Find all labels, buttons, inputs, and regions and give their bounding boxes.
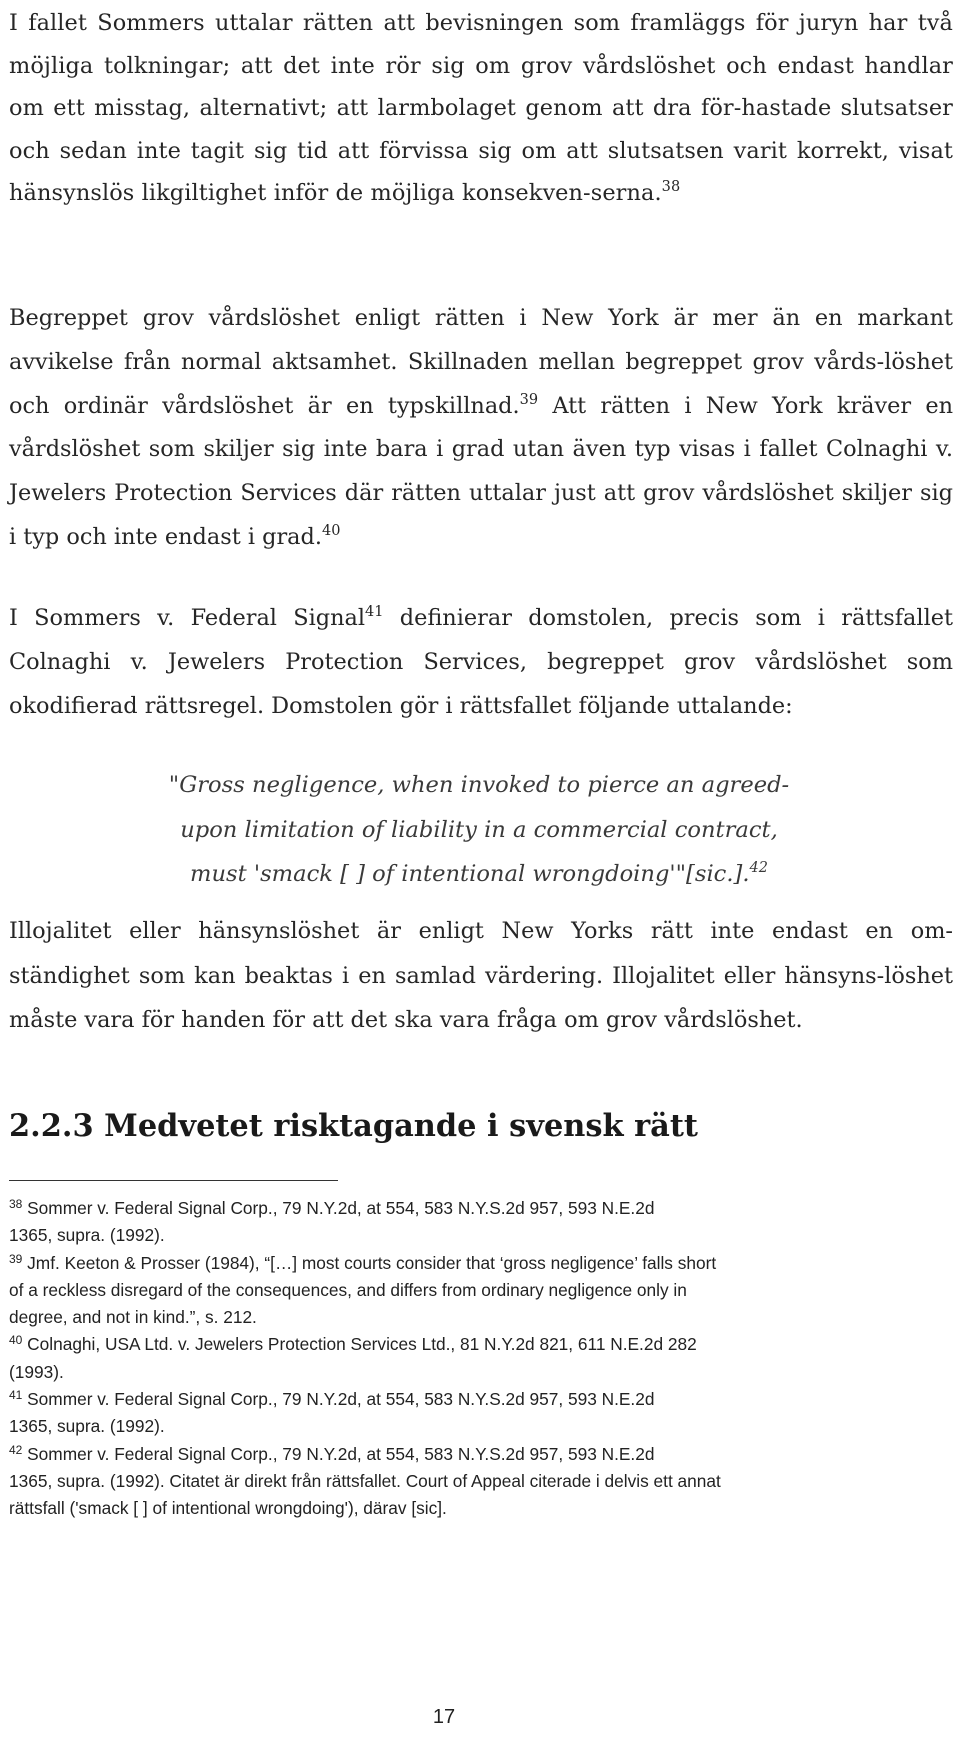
footnote-41 [9,1386,953,1441]
footnote-number: 42 [9,1442,23,1457]
footnote-text: Sommer v. Federal Signal Corp., 79 N.Y.2d, at 554, 583 N.Y.S.2d 957, 593 N.E.2d [22,1198,655,1218]
quote-line: must 'smack [ ] of intentional wrongdoing'"[sic.]. [190,861,750,887]
footnote-separator [9,1180,338,1181]
paragraph-text: I fallet Sommers uttalar rätten att bevisningen som framläggs för juryn har två möjliga tolkningar; att det inte rör sig om grov vårdslöshet och endast handlar om ett misstag, alternativt; att larmbolaget genom att dra för-hastade slutsatser och sedan inte tagit sig tid att förvissa sig om att slutsatsen varit korrekt, visat hänsynslös likgiltighet inför de möjliga konsekven-serna. [9,10,953,207]
footnote-number: 39 [9,1251,23,1266]
paragraph-illojalitet [9,909,953,1043]
footnote-text: 1365, supra. (1992). [9,1416,165,1437]
page-number: 17 [432,1706,456,1728]
paragraph-text: I Sommers v. Federal Signal [9,605,366,631]
footnote-text: of a reckless disregard of the consequences, and differs from ordinary negligence only in [9,1279,687,1300]
footnote-ref-38: 38 [661,179,681,196]
footnote-text: Sommer v. Federal Signal Corp., 79 N.Y.2d, at 554, 583 N.Y.S.2d 957, 593 N.E.2d [22,1389,655,1410]
footnote-text: Sommer v. Federal Signal Corp., 79 N.Y.2d, at 554, 583 N.Y.S.2d 957, 593 N.E.2d [22,1443,655,1464]
footnote-42 [9,1441,953,1523]
quote-line: upon limitation of liability in a commercial contract, [180,816,778,843]
footnote-text: Jmf. Keeton & Prosser (1984), “[…] most courts consider that ‘gross negligence’ falls short [22,1252,717,1273]
footnote-text: Colnaghi, USA Ltd. v. Jewelers Protection Services Ltd., 81 N.Y.2d 821, 611 N.E.2d 282 [22,1334,697,1355]
footnotes [9,1195,953,1523]
block-quote [119,763,839,897]
paragraph-sommers-intro [9,2,953,215]
footnote-text: rättsfall ('smack [ ] of intentional wrongdoing'), därav [sic]. [9,1498,447,1519]
footnote-text: 1365, supra. (1992). [9,1225,165,1246]
quote-line: "Gross negligence, when invoked to pierce an agreed- [168,772,790,798]
section-heading: 2.2.3 Medvetet risktagande i svensk rätt [9,1108,698,1144]
footnote-text: (1993). [9,1361,64,1382]
footnote-text: 1365, supra. (1992). Citatet är direkt från rättsfallet. Court of Appeal citerade i delvis ett annat [9,1470,721,1491]
paragraph-text: Begreppet grov vårdslöshet enligt rätten i New York är mer än en markant avvikelse från normal aktsamhet. Skillnaden mellan begreppet grov vårds-löshet och ordinär vårdslöshet är en typskillnad. [9,305,953,419]
footnote-ref-42: 42 [749,860,768,876]
footnote-number: 38 [9,1197,23,1211]
paragraph-sommers-federal-signal [9,597,953,728]
footnote-38 [9,1195,953,1250]
footnote-number: 40 [9,1333,23,1348]
paragraph-text: Att rätten i New York kräver en vårdslöshet som skiljer sig inte bara i grad utan även typ visas i fallet Colnaghi v. Jewelers Protection Services där rätten uttalar just att grov vårdslöshet skiljer sig i typ och inte endast i grad. [9,392,953,550]
footnote-text: degree, and not in kind.”, s. 212. [9,1307,257,1328]
footnote-40 [9,1331,953,1386]
paragraph-text: definierar domstolen, precis som i rättsfallet Colnaghi v. Jewelers Protection Services, begreppet grov vårdslöshet som okodifierad rättsregel. Domstolen gör i rättsfallet följande uttalande: [9,605,953,719]
footnote-39 [9,1250,953,1332]
footnote-ref-39: 39 [519,391,539,408]
paragraph-text: Illojalitet eller hänsynslöshet är enligt New Yorks rätt inte endast en om-ständighet som kan beaktas i en samlad värdering. Illojalitet eller hänsyns-löshet måste vara för handen för att det ska vara fråga om grov vårdslöshet. [9,918,953,1034]
paragraph-grov-vardsloshet [9,297,953,560]
footnote-ref-40: 40 [321,522,341,539]
footnote-number: 41 [9,1388,23,1403]
footnote-ref-41: 41 [365,604,384,620]
